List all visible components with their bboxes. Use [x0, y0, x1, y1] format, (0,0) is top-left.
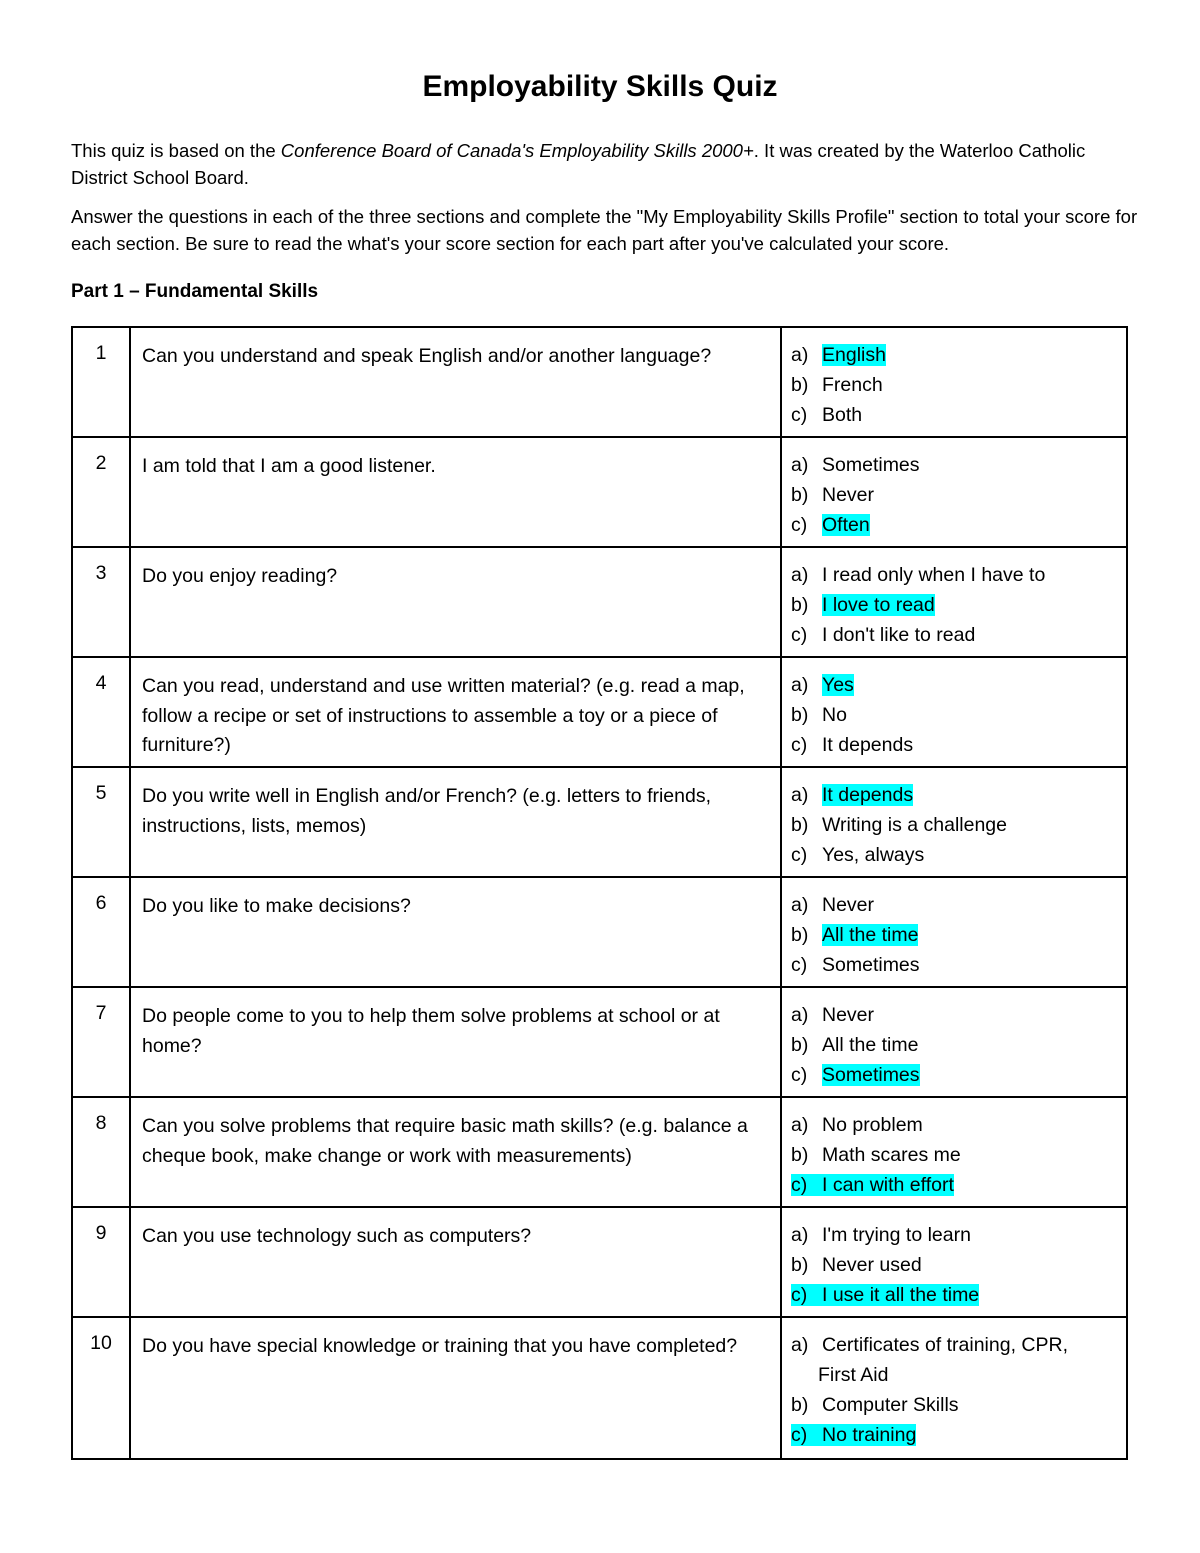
- option-text: Yes: [822, 674, 854, 696]
- intro-source-title: Conference Board of Canada's Employability Skills 2000+: [280, 140, 754, 161]
- option-letter: b): [791, 1034, 809, 1056]
- answer-options: [781, 1097, 1127, 1207]
- question-number: 9: [72, 1207, 130, 1317]
- option-text: Sometimes: [822, 954, 920, 976]
- selected-highlight: [791, 1174, 954, 1196]
- question-number: 4: [72, 657, 130, 767]
- option-letter: a): [791, 784, 809, 806]
- question-text: Do you like to make decisions?: [130, 877, 781, 987]
- intro-paragraph: [71, 137, 1141, 191]
- answer-option[interactable]: [791, 560, 1118, 590]
- question-text: Do you have special knowledge or training that you have completed?: [130, 1317, 781, 1459]
- question-row: [72, 1317, 1127, 1459]
- selected-highlight: [822, 1064, 920, 1086]
- answer-option[interactable]: [791, 950, 1118, 980]
- option-text: I love to read: [822, 594, 935, 616]
- selected-highlight: [791, 1284, 979, 1306]
- option-text: Often: [822, 514, 870, 536]
- option-text: All the time: [822, 924, 919, 946]
- answer-option-selected[interactable]: [791, 780, 1118, 810]
- answer-option[interactable]: [791, 1250, 1118, 1280]
- option-letter: b): [791, 1394, 809, 1416]
- option-text: No problem: [822, 1114, 923, 1136]
- option-text: Certificates of training, CPR,: [822, 1334, 1069, 1356]
- selected-highlight: [822, 594, 935, 616]
- question-number: 2: [72, 437, 130, 547]
- answer-option[interactable]: [791, 1030, 1118, 1060]
- answer-option-selected[interactable]: [791, 510, 1118, 540]
- question-row: [72, 437, 1127, 547]
- option-text: Never: [822, 1004, 875, 1026]
- option-text: Writing is a challenge: [822, 814, 1007, 836]
- option-text: Math scares me: [822, 1144, 961, 1166]
- option-letter: c): [791, 734, 808, 756]
- option-letter: a): [791, 1004, 809, 1026]
- answer-options: [781, 327, 1127, 437]
- question-number: 6: [72, 877, 130, 987]
- option-letter: c): [791, 514, 808, 536]
- answer-option[interactable]: [791, 700, 1118, 730]
- option-letter: a): [791, 344, 809, 366]
- answer-option[interactable]: [791, 890, 1118, 920]
- answer-option-selected[interactable]: [791, 670, 1118, 700]
- question-text: Can you understand and speak English and/or another language?: [130, 327, 781, 437]
- option-letter: a): [791, 564, 809, 586]
- option-text: Never: [822, 484, 875, 506]
- question-row: [72, 1097, 1127, 1207]
- option-text: Computer Skills: [822, 1394, 959, 1416]
- answer-option[interactable]: [791, 730, 1118, 760]
- option-text: It depends: [822, 734, 914, 756]
- answer-option-selected[interactable]: [791, 1170, 1118, 1200]
- option-text: All the time: [822, 1034, 919, 1056]
- option-letter: b): [791, 1144, 809, 1166]
- question-text: Can you solve problems that require basic math skills? (e.g. balance a cheque book, make change or work with measurements): [130, 1097, 781, 1207]
- option-letter: a): [791, 454, 809, 476]
- option-text: No training: [822, 1424, 917, 1446]
- option-letter: c): [791, 1064, 808, 1086]
- answer-option-selected[interactable]: [791, 340, 1118, 370]
- question-row: [72, 657, 1127, 767]
- answer-option-selected[interactable]: [791, 1060, 1118, 1090]
- option-letter: c): [791, 1174, 808, 1196]
- answer-option-selected[interactable]: [791, 590, 1118, 620]
- option-letter: b): [791, 814, 809, 836]
- question-row: [72, 767, 1127, 877]
- answer-options: [781, 877, 1127, 987]
- option-letter: a): [791, 1114, 809, 1136]
- option-text: I'm trying to learn: [822, 1224, 971, 1246]
- option-text: It depends: [822, 784, 914, 806]
- instructions-paragraph: Answer the questions in each of the three sections and complete the "My Employability Skills Profile" section to total your score for each section. Be sure to read the what's your score section for each part after you've calculated your score.: [71, 206, 1138, 254]
- option-letter: b): [791, 1254, 809, 1276]
- answer-option[interactable]: [791, 370, 1118, 400]
- answer-options: [781, 547, 1127, 657]
- answer-option[interactable]: [791, 400, 1118, 430]
- option-letter: b): [791, 924, 809, 946]
- question-number: 7: [72, 987, 130, 1097]
- question-text: Do you write well in English and/or French? (e.g. letters to friends, instructions, lists, memos): [130, 767, 781, 877]
- answer-options: [781, 987, 1127, 1097]
- question-number: 8: [72, 1097, 130, 1207]
- answer-option[interactable]: [791, 810, 1118, 840]
- intro-pre: This quiz is based on the: [71, 140, 281, 161]
- option-letter: a): [791, 894, 809, 916]
- selected-highlight: [822, 344, 886, 366]
- question-text: Can you read, understand and use written material? (e.g. read a map, follow a recipe or set of instructions to assemble a toy or a piece of furniture?): [130, 657, 781, 767]
- option-text: I can with effort: [822, 1174, 954, 1196]
- option-letter: c): [791, 844, 808, 866]
- option-text: Never used: [822, 1254, 922, 1276]
- option-text: Sometimes: [822, 454, 920, 476]
- answer-option-selected[interactable]: [791, 920, 1118, 950]
- selected-highlight: [822, 784, 913, 806]
- answer-option[interactable]: [791, 450, 1118, 480]
- answer-options: [781, 657, 1127, 767]
- option-letter: c): [791, 624, 808, 646]
- answer-option[interactable]: [791, 1140, 1118, 1170]
- option-text: I use it all the time: [822, 1284, 980, 1306]
- question-text: Can you use technology such as computers?: [130, 1207, 781, 1317]
- answer-option[interactable]: [791, 840, 1118, 870]
- option-letter: a): [791, 674, 809, 696]
- option-text-continuation: First Aid: [818, 1364, 889, 1386]
- question-number: 5: [72, 767, 130, 877]
- answer-option-selected[interactable]: [791, 1420, 1118, 1450]
- option-letter: c): [791, 404, 808, 426]
- option-letter: c): [791, 1284, 808, 1306]
- question-number: 10: [72, 1317, 130, 1459]
- intro-post: . It was created by the Waterloo Catholic District School Board.: [71, 140, 1086, 188]
- question-row: [72, 877, 1127, 987]
- question-row: [72, 987, 1127, 1097]
- selected-highlight: [791, 1424, 916, 1446]
- option-text: Both: [822, 404, 863, 426]
- option-text: Sometimes: [822, 1064, 920, 1086]
- selected-highlight: [822, 674, 854, 696]
- question-text: Do you enjoy reading?: [130, 547, 781, 657]
- answer-options: [781, 1207, 1127, 1317]
- option-text: French: [822, 374, 883, 396]
- question-row: [72, 327, 1127, 437]
- answer-options: [781, 767, 1127, 877]
- option-letter: b): [791, 484, 809, 506]
- answer-options: [781, 1317, 1127, 1459]
- option-text: English: [822, 344, 886, 366]
- answer-option[interactable]: [791, 1110, 1118, 1140]
- option-text: No: [822, 704, 847, 726]
- answer-option[interactable]: [791, 1220, 1118, 1250]
- answer-option[interactable]: [791, 1000, 1118, 1030]
- option-text: Never: [822, 894, 875, 916]
- answer-option[interactable]: [791, 1390, 1118, 1420]
- option-letter: c): [791, 954, 808, 976]
- option-text: I don't like to read: [822, 624, 976, 646]
- selected-highlight: [822, 514, 870, 536]
- answer-option[interactable]: [791, 620, 1118, 650]
- answer-option[interactable]: [791, 1330, 1118, 1360]
- option-text: I read only when I have to: [822, 564, 1046, 586]
- answer-option[interactable]: [791, 480, 1118, 510]
- quiz-table: [71, 326, 1128, 1460]
- question-row: [72, 1207, 1127, 1317]
- option-letter: b): [791, 374, 809, 396]
- option-text: Yes, always: [822, 844, 925, 866]
- option-letter: a): [791, 1334, 809, 1356]
- answer-option-selected[interactable]: [791, 1280, 1118, 1310]
- page-title: Employability Skills Quiz: [422, 70, 778, 103]
- question-text: I am told that I am a good listener.: [130, 437, 781, 547]
- question-number: 3: [72, 547, 130, 657]
- question-row: [72, 547, 1127, 657]
- question-number: 1: [72, 327, 130, 437]
- answer-options: [781, 437, 1127, 547]
- selected-highlight: [822, 924, 918, 946]
- option-letter: b): [791, 704, 809, 726]
- option-letter: a): [791, 1224, 809, 1246]
- part1-heading: Part 1 – Fundamental Skills: [71, 281, 319, 302]
- question-text: Do people come to you to help them solve problems at school or at home?: [130, 987, 781, 1097]
- option-letter: b): [791, 594, 809, 616]
- option-letter: c): [791, 1424, 808, 1446]
